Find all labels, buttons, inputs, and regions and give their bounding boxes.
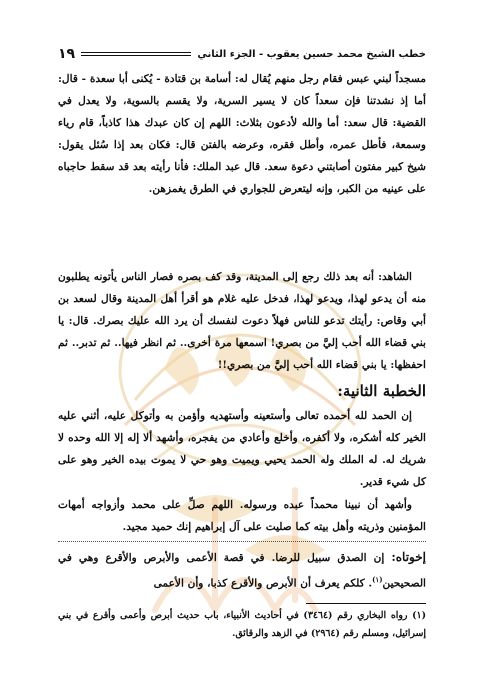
footnote-marker[interactable]: (١): [372, 575, 383, 585]
header-rule: [81, 52, 191, 56]
footnote: (١) رواه البخاري رقم (٣٤٦٤) في أحاديث الأنبياء، باب حديث أبرص وأعمى وأقرع في بني إسرائيل، ومسلم رقم (٢٩٦٤) في الزهد والرقائق.: [58, 610, 427, 639]
paragraph-2: الشاهد: أنه بعد ذلك رجع إلى المدينة، وقد كف بصره فصار الناس يأتونه يطلبون منه أن يدعو لهذا، ويدعو لهذا، فدخل عليه غلام هو أقرأ أهل المدينة وقال لسعد بن أبي وقاص: رأيتك تدعو للناس فهلاً دعوت لنفسك أن يرد الله عليك بصرك. قال: يا بني قضاء الله أحب إليَّ من بصري! اسمعها مرة أخرى.. ثم انظر فيها.. ثم تدبر.. ثم احفظها: يا بني قضاء الله أحب إليَّ من بصري!!: [58, 271, 426, 372]
paragraph-3: إن الحمد لله أحمده تعالى وأستعينه وأستهديه وأؤمن به وأتوكل عليه، أثني عليه الخير كله أشكره، ولا أكفره، وأخلع وأعادي من يفجره، وأشهد ألا إله إلا الله وحده لا شريك له. له الملك وله الحمد يحيي ويميت وهو حي لا يموت بيده الخير وهو على كل شيء قدير.: [58, 410, 426, 489]
paragraph-5-end: . كلكم يعرف أن الأبرص والأقرع كذبا، وأن الأعمى: [153, 577, 373, 590]
section-heading: الخطبة الثانية:: [337, 382, 426, 400]
paragraph-5-text: إن الصدق سبيل للرضا. في قصة الأعمى والأبرص والأقرع وهي في الصحيحين: [58, 552, 426, 590]
running-header: [58, 44, 426, 64]
paragraph-5: [58, 546, 426, 595]
footnote-rule: [306, 603, 426, 604]
paragraph-1: مسجداً لبني عبس فقام رجل منهم يُقال له: أسامة بن قتادة - يُكنى أبا سعدة - قال: أما إذ نشدتنا فإن سعداً كان لا يسير السرية، ولا يقسم بالسوية، ولا يعدل في القضية: قال سعد: أما والله لأدعون بثلاث: اللهم إن كان عبدك هذا كاذباً، قام رياء وسمعة، فأطل عمره، وأطل فقره، وعرضه بالفتن قال: فكان بعد إذا سُئل يقول: شيخ كبير مفتون أصابتني دعوة سعد. قال عبد الملك: فأنا رأيته بعد قد سقط حاجباه على عينيه من الكبر، وإنه ليتعرض للجواري في الطرق يغمزهن.: [58, 73, 426, 196]
page-number: ١٩: [58, 46, 76, 62]
header-title: خطب الشيخ محمد حسين يعقوب - الجزء الثاني: [197, 48, 426, 60]
paragraph-5-lead: إخوتاه:: [391, 550, 426, 564]
paragraph-4: وأشهد أن نبينا محمداً عبده ورسوله. اللهم صلِّ على محمد وأزواجه أمهات المؤمنين وذريته وأهل بيته كما صليت على آل إبراهيم إنك حميد مجيد.: [58, 499, 426, 534]
section-divider: [58, 541, 426, 542]
